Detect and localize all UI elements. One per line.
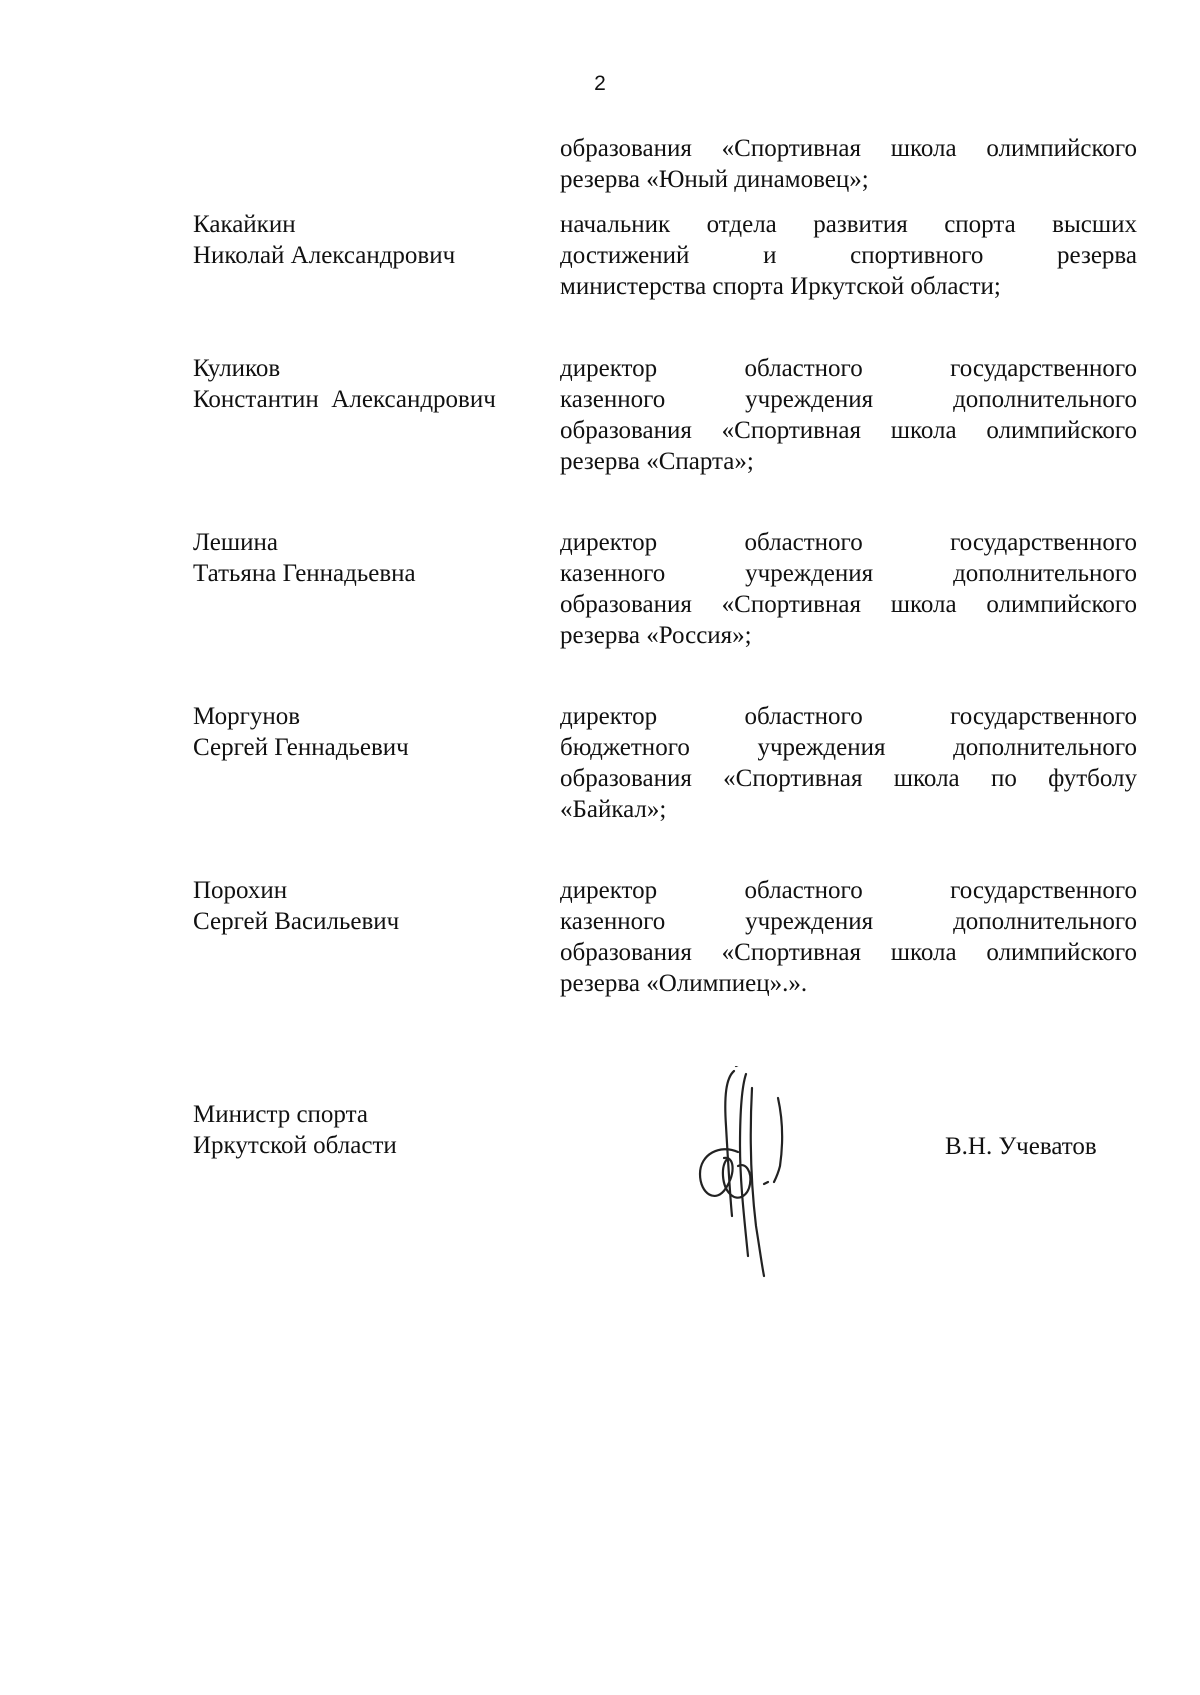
given-names: Татьяна Геннадьевна xyxy=(193,560,416,587)
entry-description xyxy=(560,875,1137,999)
description-line: начальник отдела развития спорта высших xyxy=(560,211,1137,238)
entry-name xyxy=(193,209,553,271)
entry-name xyxy=(193,353,553,415)
given-names: Сергей Геннадьевич xyxy=(193,734,409,761)
description-line: образования «Спортивная школа олимпийского xyxy=(560,135,1137,162)
surname: Порохин xyxy=(193,877,288,904)
description-line: образования «Спортивная школа по футболу xyxy=(560,765,1137,792)
description-line: министерства спорта Иркутской области; xyxy=(560,273,1001,300)
entry-description xyxy=(560,353,1137,477)
signatory-position xyxy=(193,1099,397,1161)
description-line: директор областного государственного xyxy=(560,703,1137,730)
description-line: образования «Спортивная школа олимпийского xyxy=(560,591,1137,618)
description-line: достижений и спортивного резерва xyxy=(560,242,1137,269)
description-line: резерва «Юный динамовец»; xyxy=(560,166,869,193)
entry-name xyxy=(193,875,553,937)
description-line: директор областного государственного xyxy=(560,877,1137,904)
description-line: директор областного государственного xyxy=(560,529,1137,556)
description-line: «Байкал»; xyxy=(560,796,667,823)
description-line: казенного учреждения дополнительного xyxy=(560,908,1137,935)
entry-name xyxy=(193,701,553,763)
description-line: казенного учреждения дополнительного xyxy=(560,386,1137,413)
page-number: 2 xyxy=(594,72,606,95)
description-line: резерва «Олимпиец».». xyxy=(560,970,808,997)
description-line: образования «Спортивная школа олимпийского xyxy=(560,417,1137,444)
position-line: Министр спорта xyxy=(193,1101,368,1128)
surname: Лешина xyxy=(193,529,278,556)
given-names: Николай Александрович xyxy=(193,242,456,269)
description-line: образования «Спортивная школа олимпийского xyxy=(560,939,1137,966)
given-names: Сергей Васильевич xyxy=(193,908,400,935)
given-names: Константин Александрович xyxy=(193,386,496,413)
entry-description xyxy=(560,701,1137,825)
description-line: резерва «Спарта»; xyxy=(560,448,754,475)
entry-description xyxy=(560,133,1137,195)
surname: Моргунов xyxy=(193,703,301,730)
entry-name xyxy=(193,527,553,589)
signatory-name: В.Н. Учеватов xyxy=(945,1133,1097,1160)
handwritten-signature-icon xyxy=(690,1066,820,1281)
description-line: бюджетного учреждения дополнительного xyxy=(560,734,1137,761)
surname: Куликов xyxy=(193,355,281,382)
description-line: казенного учреждения дополнительного xyxy=(560,560,1137,587)
surname: Какайкин xyxy=(193,211,296,238)
signature-block xyxy=(0,1099,1200,1299)
description-line: резерва «Россия»; xyxy=(560,622,752,649)
position-line: Иркутской области xyxy=(193,1132,397,1159)
entry-description xyxy=(560,527,1137,651)
description-line: директор областного государственного xyxy=(560,355,1137,382)
entry-description xyxy=(560,209,1137,302)
